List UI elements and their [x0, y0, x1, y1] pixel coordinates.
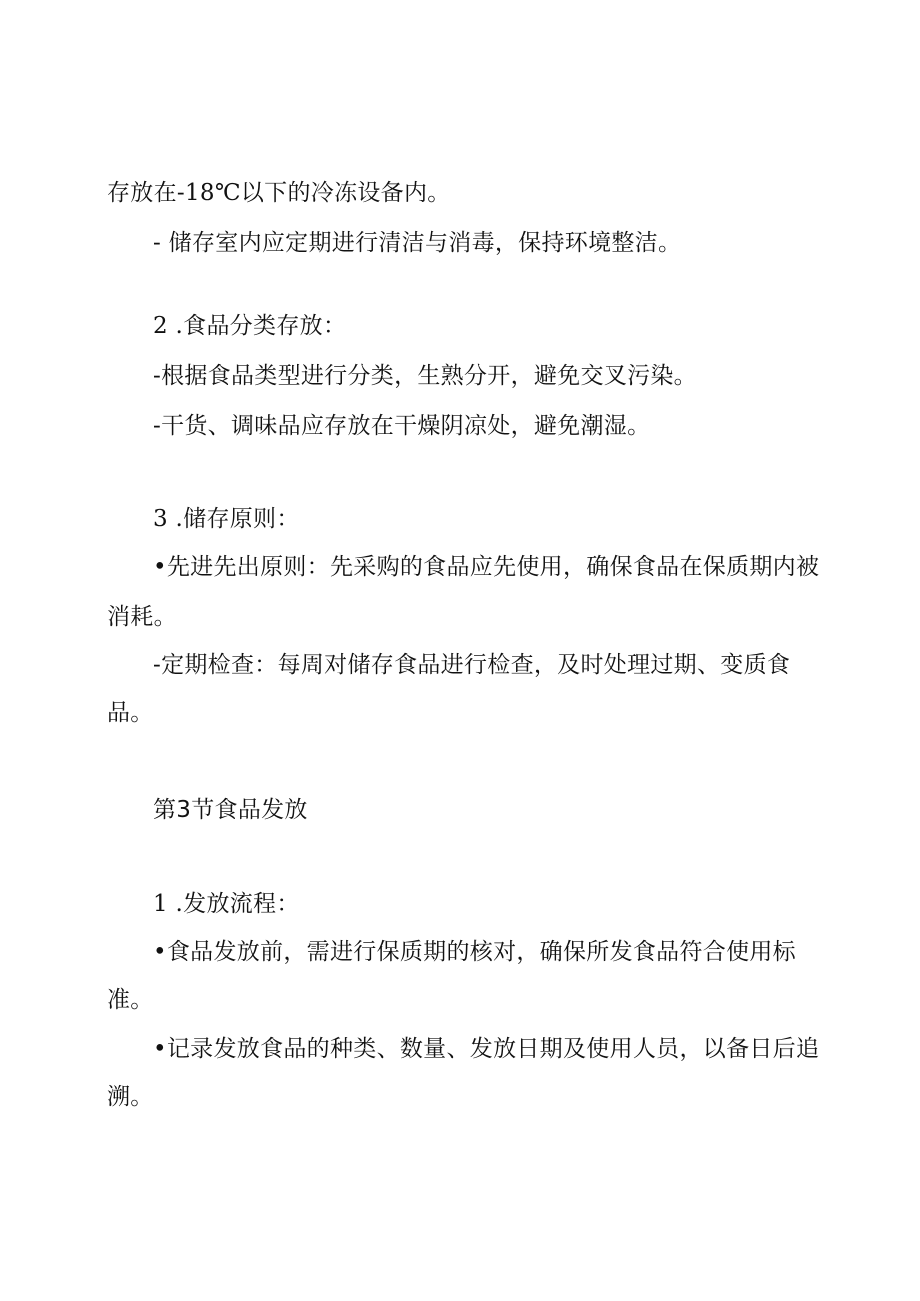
list-item: •先进先出原则：先采购的食品应先使用，确保食品在保质期内被 [153, 554, 820, 580]
list-item: -干货、调味品应存放在干燥阴凉处，避免潮湿。 [153, 413, 651, 439]
paragraph-line: - 储存室内应定期进行清洁与消毒，保持环境整洁。 [153, 230, 682, 256]
list-item-continuation: 溯。 [107, 1084, 154, 1110]
list-item-continuation: 准。 [107, 987, 154, 1013]
list-item-continuation: 消耗。 [107, 604, 177, 630]
subsection-heading: 3 .储存原则： [153, 506, 300, 532]
list-item: -定期检查：每周对储存食品进行检查，及时处理过期、变质食 [153, 652, 791, 678]
list-item-continuation: 品。 [107, 700, 154, 726]
subsection-heading: 2 .食品分类存放： [153, 313, 347, 339]
section-title: 第3节食品发放 [153, 797, 308, 823]
list-item: -根据食品类型进行分类，生熟分开，避免交叉污染。 [153, 363, 697, 389]
subsection-heading: 1 .发放流程： [153, 891, 300, 917]
list-item: •食品发放前，需进行保质期的核对，确保所发食品符合使用标 [153, 939, 796, 965]
list-item: •记录发放食品的种类、数量、发放日期及使用人员，以备日后追 [153, 1036, 820, 1062]
paragraph-line: 存放在-18℃以下的冷冻设备内。 [107, 180, 451, 206]
